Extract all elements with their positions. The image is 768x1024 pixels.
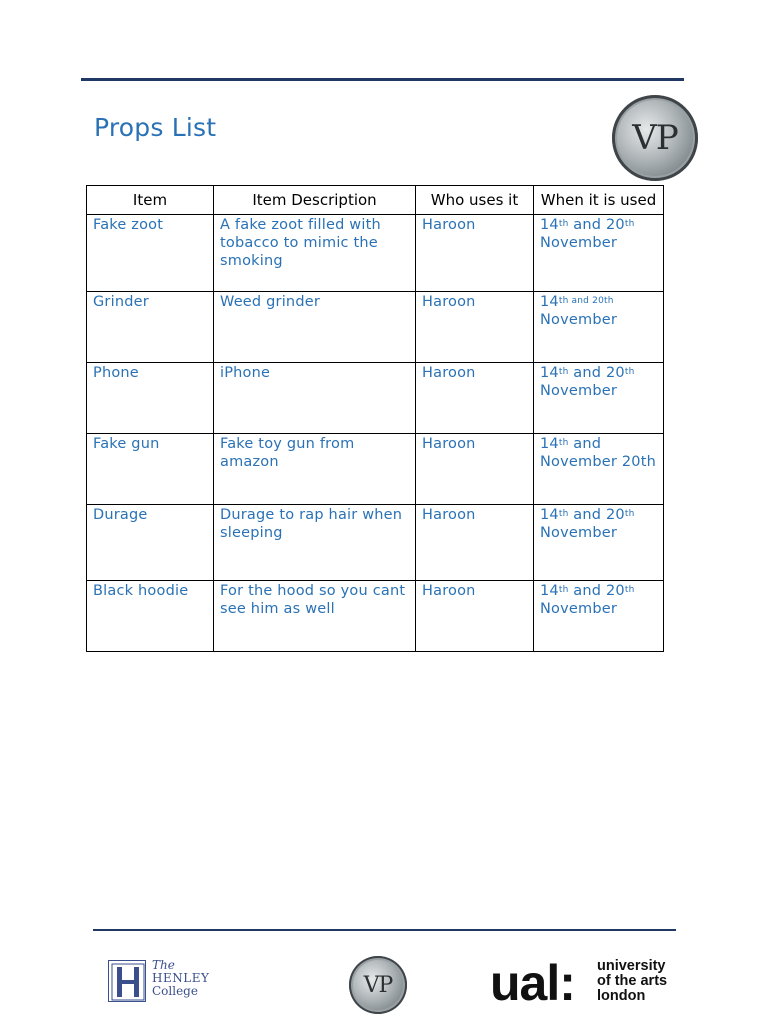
- cell-description: Durage to rap hair when sleeping: [214, 505, 416, 581]
- table-row: [87, 434, 664, 505]
- vp-logo-text: VP: [632, 118, 678, 158]
- table-header-row: [87, 186, 664, 215]
- cell-description: iPhone: [214, 363, 416, 434]
- cell-who: Haroon: [416, 215, 534, 292]
- cell-when: 14th and 20th November: [534, 363, 664, 434]
- ual-subtitle: university of the arts london: [597, 958, 668, 1004]
- cell-item: Fake zoot: [87, 215, 214, 292]
- cell-item: Black hoodie: [87, 581, 214, 652]
- page-title: Props List: [94, 113, 217, 142]
- footer-rule: [93, 929, 676, 931]
- header-description: Item Description: [214, 186, 416, 215]
- cell-when: 14th and November 20th: [534, 434, 664, 505]
- cell-when: $14^{th and 20th}$ November: [534, 292, 664, 363]
- henley-wordmark: The HENLEY College: [152, 958, 210, 998]
- cell-when: 14th and 20th November: [534, 505, 664, 581]
- cell-who: Haroon: [416, 434, 534, 505]
- header-rule: [81, 78, 684, 81]
- cell-when: 14th and 20th November: [534, 581, 664, 652]
- header-item: Item: [87, 186, 214, 215]
- cell-who: Haroon: [416, 292, 534, 363]
- cell-who: Haroon: [416, 505, 534, 581]
- ual-logo: [490, 955, 680, 1011]
- header-who: Who uses it: [416, 186, 534, 215]
- cell-description: Weed grinder: [214, 292, 416, 363]
- cell-description: A fake zoot filled with tobacco to mimic the smoking: [214, 215, 416, 292]
- vp-logo: [612, 95, 698, 181]
- header-when: When it is used: [534, 186, 664, 215]
- cell-who: Haroon: [416, 581, 534, 652]
- henley-crest-icon: [108, 960, 146, 1002]
- cell-item: Phone: [87, 363, 214, 434]
- cell-description: For the hood so you cant see him as well: [214, 581, 416, 652]
- cell-item: Durage: [87, 505, 214, 581]
- cell-item: Grinder: [87, 292, 214, 363]
- vp-footer-logo: [349, 956, 407, 1014]
- ual-wordmark: ual:: [490, 955, 575, 1011]
- henley-college-logo: [108, 960, 218, 1002]
- vp-footer-logo-text: VP: [363, 972, 393, 998]
- cell-item: Fake gun: [87, 434, 214, 505]
- table-row: [87, 505, 664, 581]
- cell-who: Haroon: [416, 363, 534, 434]
- table-row: [87, 581, 664, 652]
- cell-when: 14th and 20th November: [534, 215, 664, 292]
- table-row: [87, 363, 664, 434]
- props-table: [86, 185, 664, 652]
- table-row: [87, 215, 664, 292]
- cell-description: Fake toy gun from amazon: [214, 434, 416, 505]
- table-row: [87, 292, 664, 363]
